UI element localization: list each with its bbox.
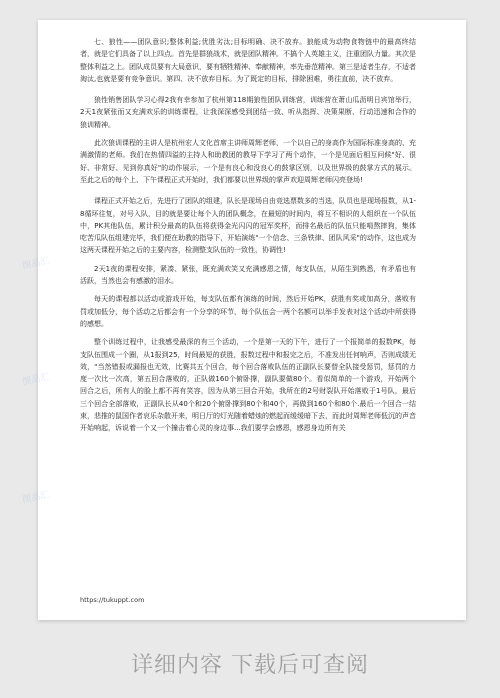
- paragraph: 此次狼训课程的主讲人是杭州宏人文化首席主讲师周辉老师，一个以自己的身高作为国际标准身高的、充满激情的老师。我们在热情四溢的主持人和助教团的教导下学习了两个动作，一个是见面后相互问候"好、很好、非常好、见到你真好"的动作展示，一个是有良心和没良心的鼓掌区别，以及世界级的鼓掌方式的展示。至此之后的每个上、下午课程正式开始时，我们都要以世界级的掌声欢迎周辉老师闪亮登场!: [80, 139, 416, 184]
- footer-url[interactable]: https://tukuppt.com: [80, 596, 145, 604]
- paragraph: 整个训练过程中，让我感受最深的有三个活动，一个是第一天的下午，进行了一个报简单的报数PK，每支队伍围成一个圈，从1报到25，时间最短的获胜，报数过程中和报完之后，不准发出任何响声，否则成绩无效，"当然错报或漏报也无效，比赛共五个回合，每个回合落败队伍的正副队长要替全队接受惩罚，惩罚的力度一次比一次高，第五回合落败的，正队做160个俯卧撑，副队要做80个。看似简单的一个游戏，开始两个回合之后，所有人的脸上都不再有笑容，因为从第三回合开始，我所在的2号财裂队开始落败于1号队，最后三个回合全部落败，正副队长从40个和20个俯卧撑到80个和40个，再做到160个和80个.最后一个回合一结束，悲推的鼠国作者哀乐杂散开来，明日厅的灯光随着蜡烛的燃起而缓缓暗下去，而此时周辉老师低沉的声音开始响起，诉说着一个又一个撞击着心灵的身边事...我们要学会感恩，感恩身边所有关: [80, 338, 416, 433]
- watermark: 图品汇: [21, 490, 51, 506]
- document-body: [80, 36, 416, 441]
- paragraph: 课程正式开始之后，先进行了团队的组建，队长是现场自由竞选票数多的当选，队员也是现场报数，从1-8循环往复，对号入队，目的就是要让每个人的团队概念，在最短的时间内，将互不相识的人组织在一个队伍中，PK其他队伍，累计积分最高的队伍将获得金光闪闪的冠军奖杯，而排名最后的队伍只能啃熬摔狗，集体吃苦瓜队伍组建完毕，我们便在助教的指导下，开始演练"一个信念、三条铁律、团队风采"的动作，这也成为这两天课程开始之后的主要内容，检测整支队伍的一致性，协调性!: [80, 197, 416, 255]
- paragraph: 2天1夜的课程安排，紧凑、紧张，既充满欢笑又充满感恩之情，每支队伍，从陌生到熟悉，有矛盾也有活跃，当然也会有感激的泪水。: [80, 264, 416, 286]
- watermark: 图品汇: [21, 256, 51, 272]
- paragraph: 七、狼性——团队意识;整体利益;优胜劣汰;目标明确、决不放弃。狼能成为动物食物链中的最高终结者，就是它们具备了以上四点。首先是群狼战术，就是团队精神。不搞个人英雄主义，注重团队力量。其次是整体利益之上。团队成员要有大局意识，要有牺牲精神、奉献精神，率先垂范精神。第三是适者生存，不适者淘汰,也就是要有竞争意识。第四、决不放弃目标。为了既定的目标，排除困难，勇往直前，决不放弃。: [80, 38, 416, 83]
- paragraph: 狼性销售团队学习心得2我有幸参加了杭州第118期狼性团队训练营，训练营在萧山瓜沥明日宾馆举行，2天1夜紧张而又充满欢乐的训练课程，让我深深感受到团结一致、听从指挥、决策果断、行动迅速和合作的狼训精神。: [80, 96, 416, 129]
- paragraph: 每天的课程都以活动或游戏开始，每支队伍都有演练的时间，然后开始PK，获胜有奖或加高分，落败有罚或加低分，每个活动之后都会有一个分享的环节，每个队伍会一两个名额可以举手发表对这个活动中所获得的感想。: [80, 295, 416, 328]
- download-caption: 详细内容 下载后可查阅: [131, 653, 369, 678]
- watermark: 图品汇: [21, 372, 51, 388]
- document-page: [38, 20, 466, 620]
